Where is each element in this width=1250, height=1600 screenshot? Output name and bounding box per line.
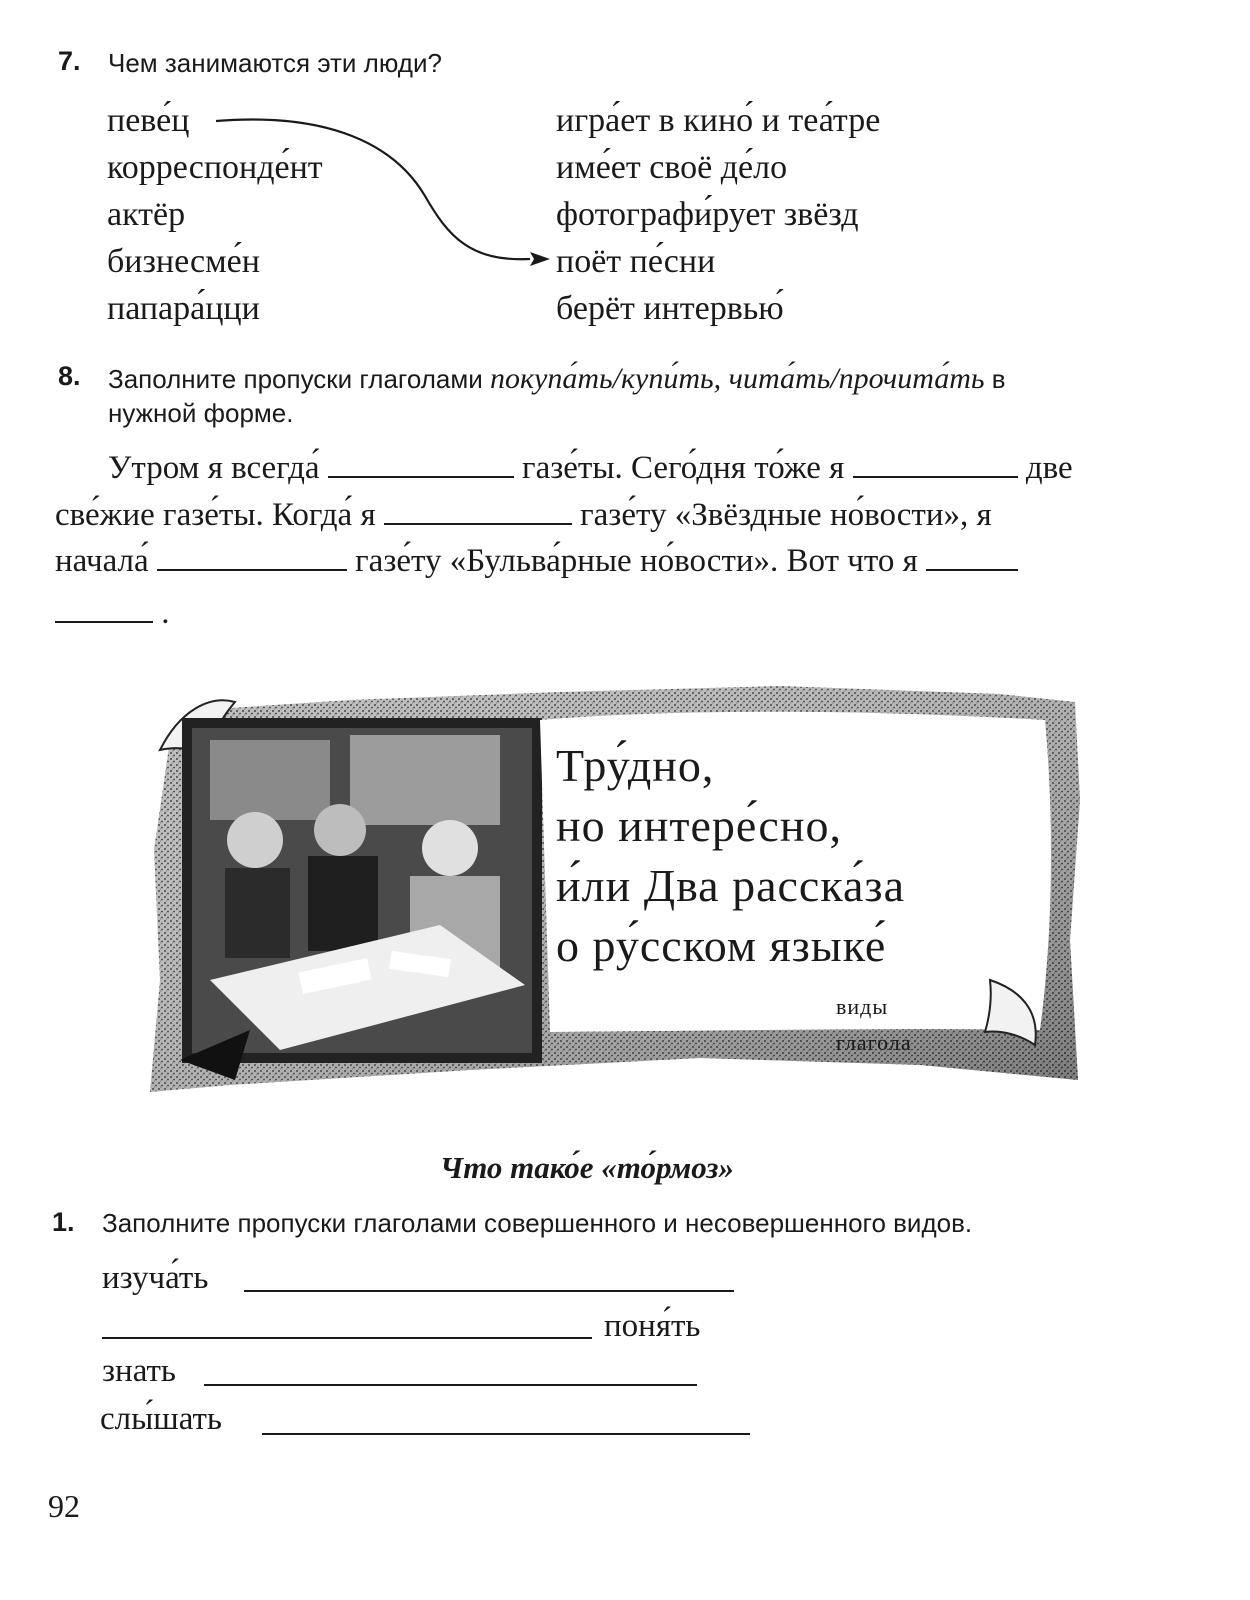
example-arrow	[0, 0, 1250, 330]
match-left-item: папара́цци	[107, 290, 260, 327]
match-right-item: име́ет своё де́ло	[556, 149, 788, 186]
answer-blank[interactable]	[853, 450, 1018, 478]
banner-title-line: о ру́сском языке́	[556, 920, 887, 971]
answer-line[interactable]	[262, 1433, 750, 1435]
answer-blank[interactable]	[926, 543, 1018, 571]
answer-blank[interactable]	[55, 595, 153, 623]
banner-title-line: но интере́сно,	[556, 800, 842, 851]
match-right-item: фотографи́рует звёзд	[556, 196, 859, 233]
banner-title-line: и́ли Два расска́за	[556, 860, 906, 911]
exercise-7-prompt: Чем занимаются эти люди?	[108, 48, 442, 78]
match-left-item: бизнесме́н	[107, 243, 260, 280]
match-left-item: певе́ц	[107, 102, 190, 139]
exercise-8-line3: начала́ газе́ту «Бульва́рные но́вости». Вот что я	[55, 543, 1018, 580]
verb-ponyat: поня́ть	[604, 1308, 701, 1344]
exercise-1-number: 1.	[52, 1207, 75, 1237]
match-right-item: поёт пе́сни	[556, 243, 716, 280]
verb-znat: знать	[102, 1353, 176, 1389]
answer-line[interactable]	[204, 1384, 697, 1386]
banner-title	[556, 736, 905, 976]
exercise-7-number: 7.	[58, 46, 81, 76]
section-title: Что тако́е «то́рмоз»	[440, 1150, 734, 1185]
exercise-8-line1: Утром я всегда́ газе́ты. Сего́дня то́же я две	[108, 450, 1073, 486]
answer-blank[interactable]	[328, 450, 514, 478]
match-left-item: актёр	[107, 196, 186, 233]
banner-title-line: Тру́дно,	[556, 740, 715, 791]
verb-izuchat: изуча́ть	[102, 1260, 209, 1296]
exercise-8-prompt: Заполните пропуски глаголами покупа́ть/купи́ть, чита́ть/прочита́ть в	[108, 362, 1006, 395]
answer-blank[interactable]	[157, 543, 347, 571]
exercise-8-verbs: покупа́ть/купи́ть, чита́ть/прочита́ть	[490, 362, 985, 395]
exercise-8-prompt-line2: нужной форме.	[108, 398, 294, 428]
exercise-8-line2: све́жие газе́ты. Когда́ я газе́ту «Звёздные но́вости», я	[55, 497, 992, 533]
verb-slyshat: слы́шать	[100, 1401, 222, 1437]
page-number: 92	[48, 1488, 80, 1524]
exercise-8-number: 8.	[58, 361, 81, 391]
banner-caption-2: глагола	[836, 1030, 912, 1055]
match-right-item: берёт интервью́	[556, 290, 784, 327]
exercise-1-prompt: Заполните пропуски глаголами совершенного и несовершенного видов.	[102, 1208, 973, 1238]
match-right-item: игра́ет в кино́ и теа́тре	[556, 102, 881, 139]
exercise-8-line4: .	[55, 595, 170, 632]
answer-line[interactable]	[102, 1337, 592, 1339]
answer-line[interactable]	[244, 1290, 734, 1292]
banner-caption-1: виды	[836, 994, 889, 1019]
match-left-item: корреспонде́нт	[107, 149, 323, 186]
answer-blank[interactable]	[384, 497, 572, 525]
